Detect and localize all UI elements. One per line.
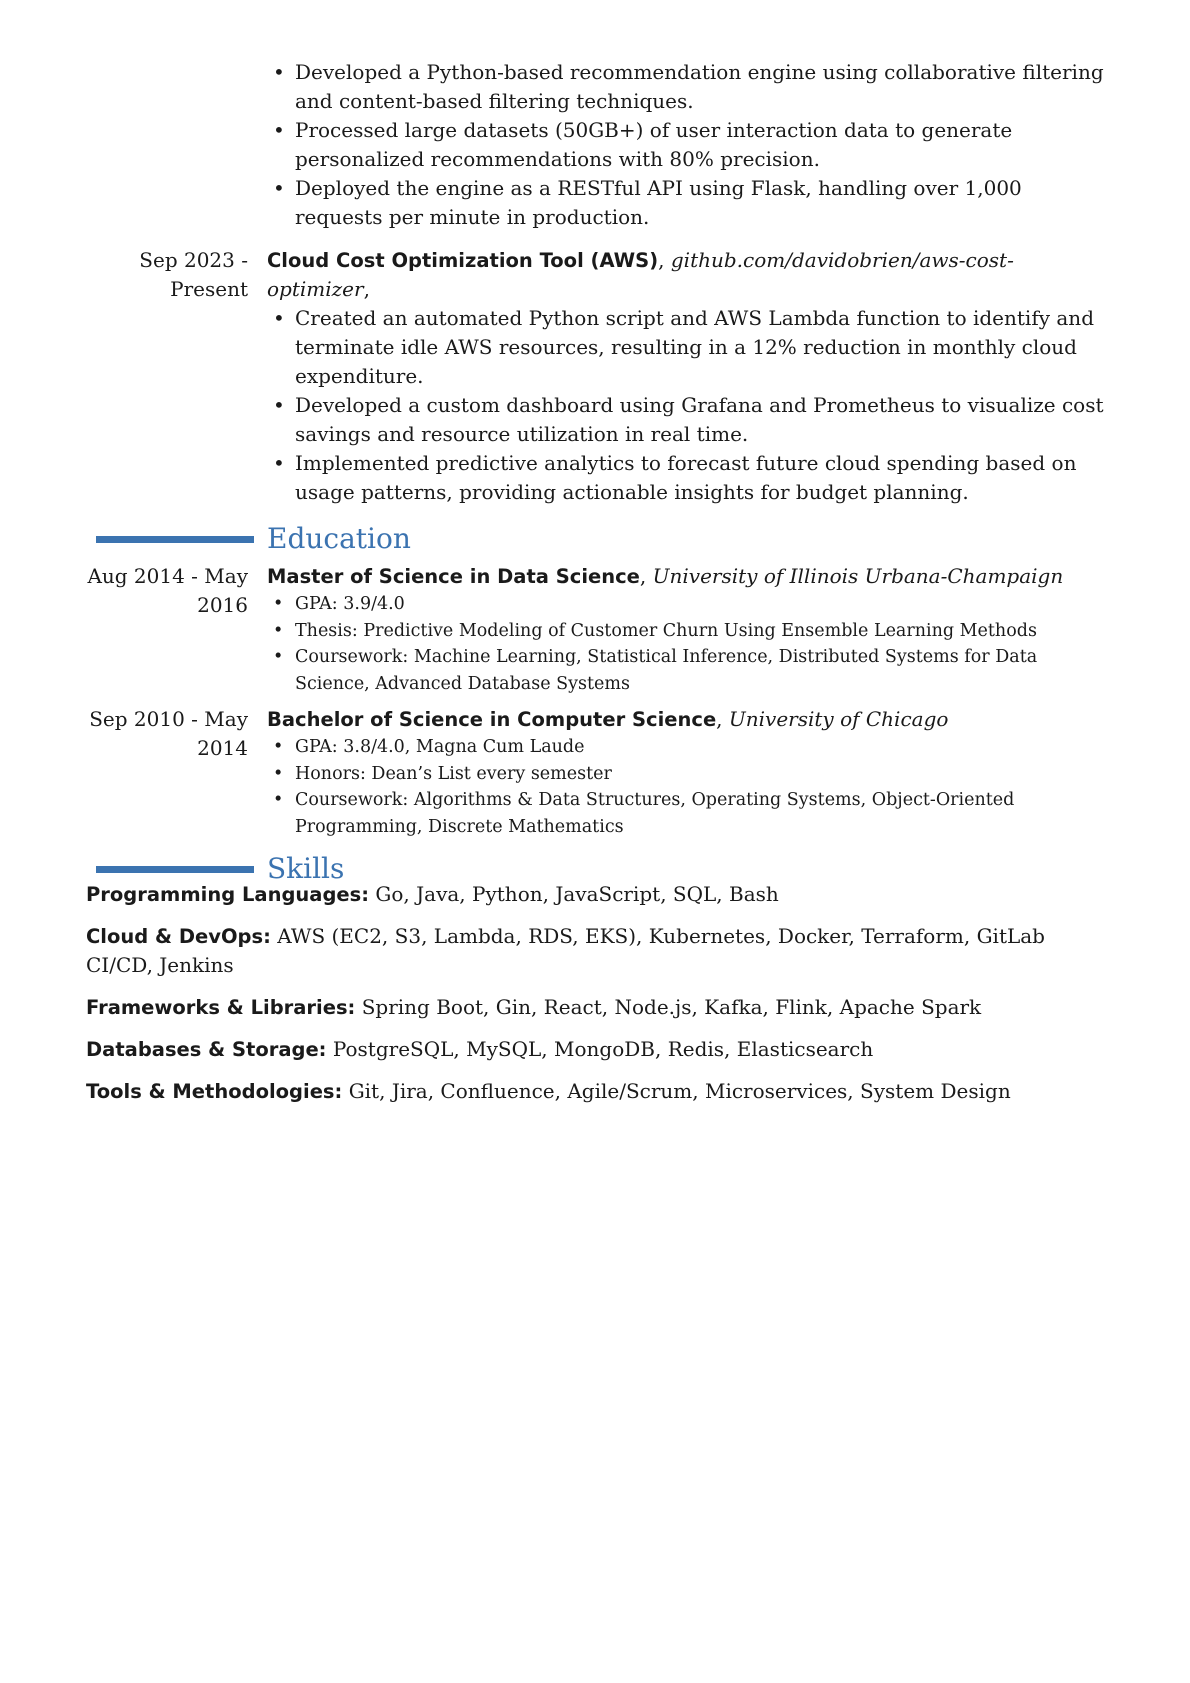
education-details <box>267 734 1105 840</box>
section-title-skills: Skills <box>267 852 345 885</box>
skill-category: Tools & Methodologies: <box>86 1080 343 1103</box>
education-detail: • GPA: 3.8/4.0, Magna Cum Laude <box>267 734 1105 761</box>
education-date: Sep 2010 - May 2014 <box>89 707 248 760</box>
education-heading: Bachelor of Science in Computer Science, University of Chicago <box>267 707 949 731</box>
education-content <box>267 562 1105 697</box>
project-bullet: • Implemented predictive analytics to forecast future cloud spending based on usage patterns, providing actionable insights for budget planning. <box>267 449 1105 507</box>
skill-category: Databases & Storage: <box>86 1038 327 1061</box>
skill-item <box>86 880 1106 909</box>
skills-list <box>86 880 1106 1119</box>
skill-values: Spring Boot, Gin, React, Node.js, Kafka, Flink, Apache Spark <box>361 995 982 1019</box>
project-content <box>267 246 1105 507</box>
education-heading: Master of Science in Data Science, University of Illinois Urbana-Champaign <box>267 564 1064 588</box>
project-date: Sep 2023 - Present <box>139 248 248 301</box>
education-details <box>267 591 1105 697</box>
education-degree: Master of Science in Data Science <box>267 565 640 588</box>
project-bullet: • Processed large datasets (50GB+) of user interaction data to generate personalized recommendations with 80% precision. <box>267 116 1105 174</box>
education-school: University of Illinois Urbana-Champaign <box>652 564 1064 588</box>
skill-values: Git, Jira, Confluence, Agile/Scrum, Microservices, System Design <box>348 1079 1011 1103</box>
project-bullets <box>267 304 1105 507</box>
education-school: University of Chicago <box>728 707 949 731</box>
skill-category: Cloud & DevOps: <box>86 925 271 948</box>
skill-category: Programming Languages: <box>86 883 370 906</box>
education-degree: Bachelor of Science in Computer Science <box>267 708 717 731</box>
project-link[interactable]: github.com/davidobrien/aws-cost-optimizer <box>267 248 1014 301</box>
project-bullet: • Developed a custom dashboard using Grafana and Prometheus to visualize cost savings and resource utilization in real time. <box>267 391 1105 449</box>
project-content <box>267 58 1105 232</box>
project-bullets <box>267 58 1105 232</box>
education-detail: • GPA: 3.9/4.0 <box>267 591 1105 618</box>
section-rule <box>96 866 254 873</box>
education-detail: • Thesis: Predictive Modeling of Customer Churn Using Ensemble Learning Methods <box>267 618 1105 645</box>
skill-item <box>86 993 1106 1022</box>
project-heading: Cloud Cost Optimization Tool (AWS), github.com/davidobrien/aws-cost-optimizer, <box>267 248 1014 301</box>
education-content <box>267 705 1105 840</box>
project-bullet: • Deployed the engine as a RESTful API using Flask, handling over 1,000 requests per minute in production. <box>267 174 1105 232</box>
skill-values: AWS (EC2, S3, Lambda, RDS, EKS), Kubernetes, Docker, Terraform, GitLab CI/CD, Jenkins <box>86 924 1045 977</box>
skill-item <box>86 1035 1106 1064</box>
skill-item <box>86 922 1106 980</box>
education-detail: • Coursework: Algorithms & Data Structures, Operating Systems, Object-Oriented Programming, Discrete Mathematics <box>267 787 1105 840</box>
skill-category: Frameworks & Libraries: <box>86 996 356 1019</box>
section-rule <box>96 536 254 543</box>
project-title: Cloud Cost Optimization Tool (AWS) <box>267 249 659 272</box>
skill-values: PostgreSQL, MySQL, MongoDB, Redis, Elasticsearch <box>332 1037 874 1061</box>
education-date: Aug 2014 - May 2016 <box>87 564 248 617</box>
education-detail: • Honors: Dean’s List every semester <box>267 761 1105 788</box>
skill-values: Go, Java, Python, JavaScript, SQL, Bash <box>375 882 779 906</box>
education-detail: • Coursework: Machine Learning, Statistical Inference, Distributed Systems for Data Science, Advanced Database Systems <box>267 644 1105 697</box>
project-bullet: • Created an automated Python script and AWS Lambda function to identify and terminate idle AWS resources, resulting in a 12% reduction in monthly cloud expenditure. <box>267 304 1105 391</box>
education-section-header <box>0 522 1190 556</box>
project-bullet: • Developed a Python-based recommendation engine using collaborative filtering and content-based filtering techniques. <box>267 58 1105 116</box>
section-title-education: Education <box>267 522 411 555</box>
skill-item <box>86 1077 1106 1106</box>
